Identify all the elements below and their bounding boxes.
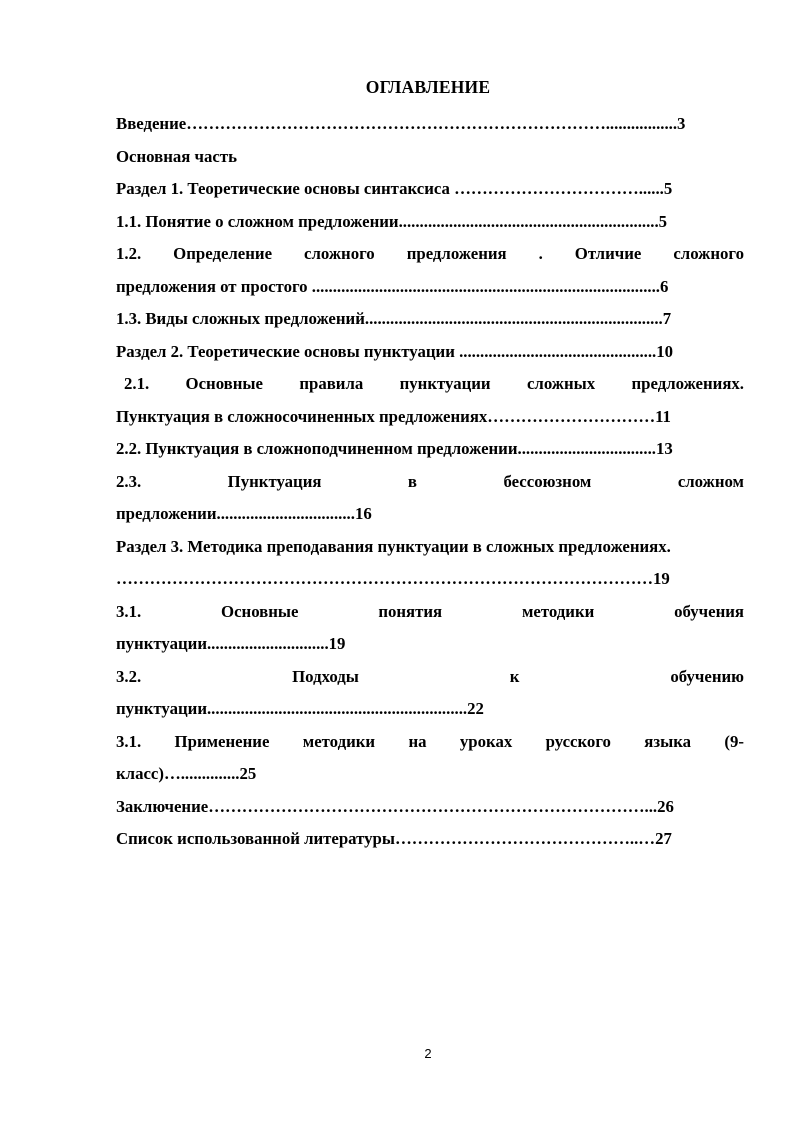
toc-entry-3-1-application-line-2: класс)…..............25 xyxy=(116,764,257,783)
toc-entry-1-2-line-1: 1.2. Определение сложного предложения . Отличие сложного xyxy=(116,244,744,263)
toc-entry-section-1: Раздел 1. Теоретические основы синтаксиса ……………………………......5 xyxy=(116,179,673,198)
toc-entry-bibliography: Список использованной литературы……………………………………..…27 xyxy=(116,829,672,848)
toc-entry-2-3-line-1: 2.3. Пунктуация в бессоюзном сложном xyxy=(116,471,744,491)
toc-entry-3-1-line-2: пунктуации.............................19 xyxy=(116,634,346,653)
toc-entry-2-1-line-1: 2.1. Основные правила пунктуации сложных предложениях. xyxy=(124,374,744,393)
toc-entry-1-3: 1.3. Виды сложных предложений.......................................................................7 xyxy=(116,309,672,328)
toc-entry-3-2-line-1: 3.2. Подходы к обучению xyxy=(116,666,744,686)
toc-entry-main-part: Основная часть xyxy=(116,146,237,166)
toc-entry-conclusion: Заключение……………………………………………………………………...26 xyxy=(116,796,674,816)
toc-entry-2-3-line-2: предложении.................................16 xyxy=(116,504,372,523)
page-title: ОГЛАВЛЕНИЕ xyxy=(365,77,491,97)
toc-entry-2-2: 2.2. Пунктуация в сложноподчиненном предложении.................................13 xyxy=(116,439,673,458)
toc-entry-2-1-line-2: Пунктуация в сложносочиненных предложениях…………………………11 xyxy=(116,406,671,426)
page-number: 2 xyxy=(424,1046,432,1061)
toc-entry-3-1-line-1: 3.1. Основные понятия методики обучения xyxy=(116,601,744,621)
toc-entry-introduction: Введение………………………………………………………………….................3 xyxy=(116,114,686,133)
toc-entry-section-3-page: ……………………………………………………………………………………19 xyxy=(116,569,670,588)
toc-entry-3-2-line-2: пунктуации..............................................................22 xyxy=(116,699,484,718)
toc-entry-1-1: 1.1. Понятие о сложном предложении..............................................................5 xyxy=(116,211,668,231)
table-of-contents xyxy=(116,108,744,856)
toc-entry-section-3: Раздел 3. Методика преподавания пунктуации в сложных предложениях. xyxy=(116,536,671,556)
toc-entry-3-1-application-line-1: 3.1. Применение методики на уроках русского языка (9- xyxy=(116,731,744,751)
toc-entry-1-2-line-2: предложения от простого ...................................................................................6 xyxy=(116,276,669,296)
toc-entry-section-2: Раздел 2. Теоретические основы пунктуации ...............................................10 xyxy=(116,341,674,361)
